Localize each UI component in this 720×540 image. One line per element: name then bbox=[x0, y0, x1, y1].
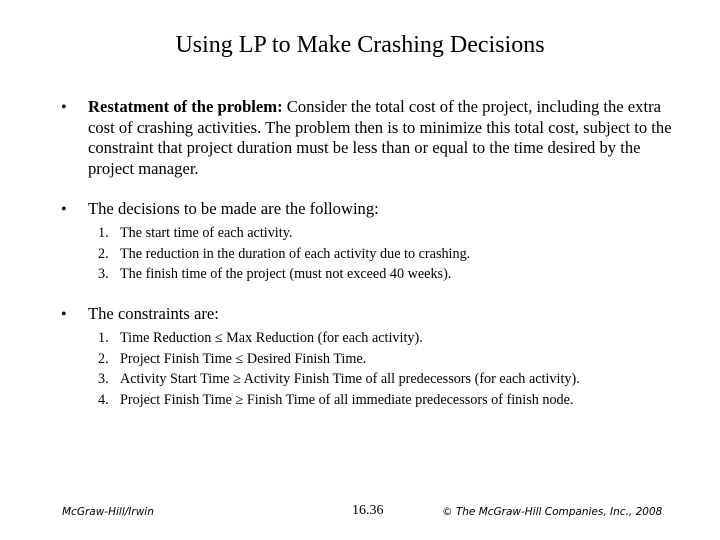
list-item-text: Activity Start Time ≥ Activity Finish Time of all predecessors (for each activity). bbox=[120, 371, 580, 387]
list-item bbox=[98, 390, 580, 411]
bullet-restatement bbox=[88, 97, 678, 179]
constraints-list bbox=[98, 328, 580, 410]
footer-copyright: © The McGraw-Hill Companies, Inc., 2008 bbox=[442, 506, 663, 518]
list-item bbox=[98, 223, 470, 244]
list-item-number: 1. bbox=[98, 225, 109, 241]
list-item bbox=[98, 264, 470, 285]
decisions-list bbox=[98, 223, 470, 285]
bullet-marker: • bbox=[61, 201, 67, 218]
slide-title: Using LP to Make Crashing Decisions bbox=[175, 32, 545, 58]
list-item-number: 3. bbox=[98, 266, 109, 282]
list-item bbox=[98, 328, 580, 349]
list-item bbox=[98, 369, 580, 390]
list-item-number: 2. bbox=[98, 245, 109, 262]
list-item-number: 1. bbox=[98, 330, 109, 346]
list-item-text: Project Finish Time ≥ Finish Time of all immediate predecessors of finish node. bbox=[120, 391, 574, 408]
bullet-restatement-lead: Restatment of the problem: bbox=[88, 97, 283, 116]
list-item bbox=[98, 349, 580, 370]
list-item-text: The finish time of the project (must not exceed 40 weeks). bbox=[120, 266, 452, 282]
list-item-text: Time Reduction ≤ Max Reduction (for each activity). bbox=[120, 330, 423, 346]
bullet-restatement-text: Consider the total cost of the project, including the extra cost of crashing activities. The problem then is to minimize this total cost, subject to the constraint that project duration must be less than or equal to the time desired by the project manager. bbox=[88, 97, 672, 178]
list-item-text: Project Finish Time ≤ Desired Finish Time. bbox=[120, 350, 367, 367]
list-item-text: The reduction in the duration of each activity due to crashing. bbox=[120, 245, 471, 262]
list-item-number: 2. bbox=[98, 350, 109, 367]
list-item bbox=[98, 244, 470, 265]
list-item-number: 4. bbox=[98, 391, 109, 408]
bullet-marker: • bbox=[61, 99, 67, 116]
bullet-marker: • bbox=[61, 306, 67, 323]
bullet-constraints: The constraints are: bbox=[88, 304, 219, 323]
slide-number: 16.36 bbox=[352, 503, 384, 518]
list-item-number: 3. bbox=[98, 371, 109, 387]
footer-publisher: McGraw-Hill/Irwin bbox=[62, 506, 154, 518]
bullet-decisions: The decisions to be made are the following: bbox=[88, 199, 379, 218]
list-item-text: The start time of each activity. bbox=[120, 225, 293, 241]
